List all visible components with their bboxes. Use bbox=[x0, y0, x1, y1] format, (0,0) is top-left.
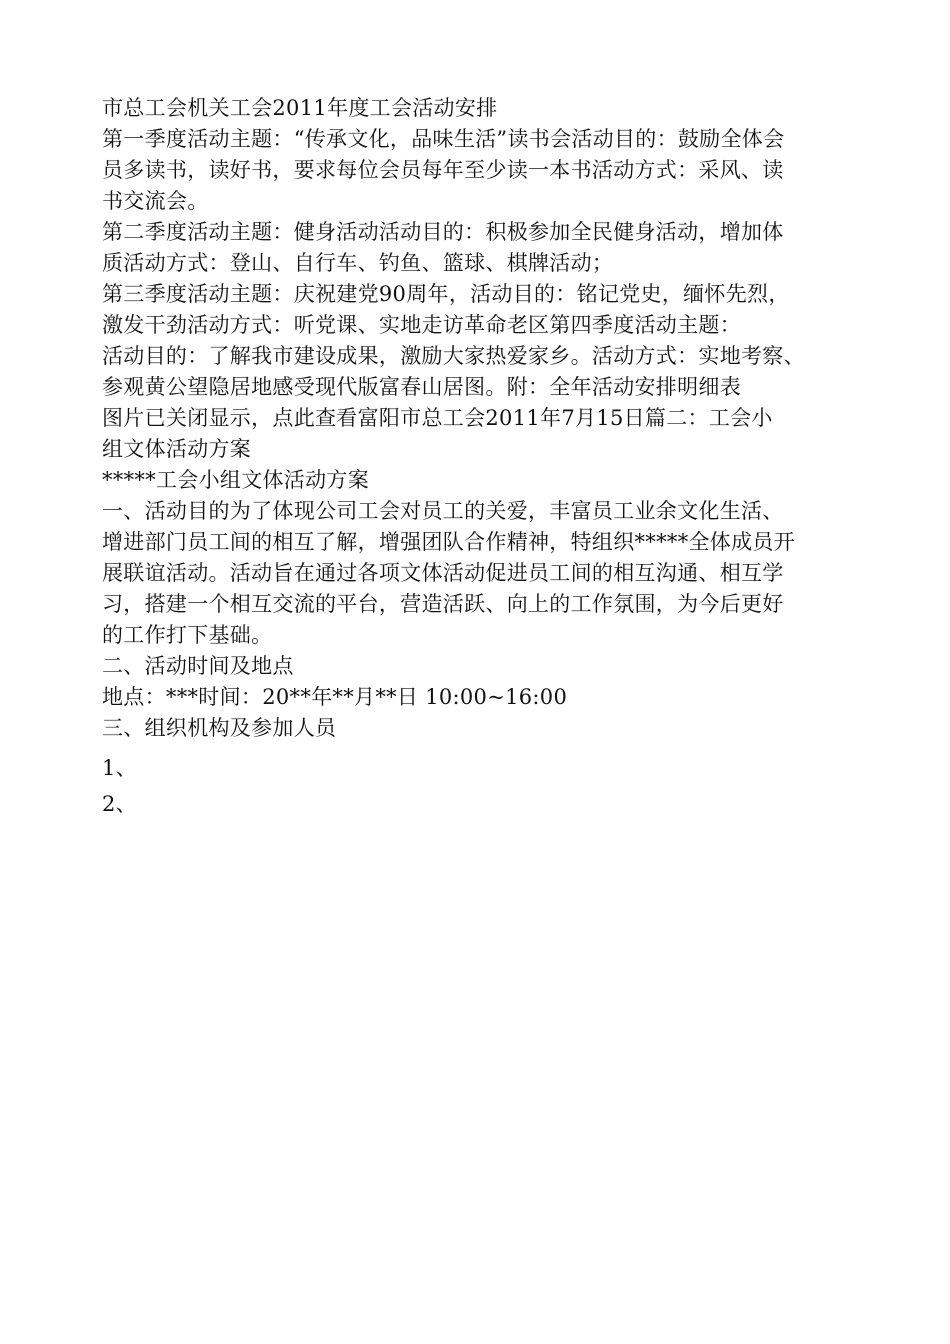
paragraph-line: 增进部门员工间的相互了解，增强团队合作精神，特组织*****全体成员开 bbox=[102, 530, 795, 554]
paragraph-line: 一、活动目的为了体现公司工会对员工的关爱，丰富员工业余文化生活、 bbox=[102, 499, 784, 523]
paragraph-line: 第三季度活动主题：庆祝建党90周年，活动目的：铭记党史，缅怀先烈， bbox=[102, 282, 790, 306]
document-body bbox=[102, 93, 862, 822]
section-heading: 二、活动时间及地点 bbox=[102, 654, 294, 678]
paragraph-line: 书交流会。 bbox=[102, 189, 209, 213]
paragraph-line: 质活动方式：登山、自行车、钓鱼、篮球、棋牌活动； bbox=[102, 251, 614, 275]
paragraph-line: 展联谊活动。活动旨在通过各项文体活动促进员工间的相互沟通、相互学 bbox=[102, 561, 784, 585]
list-item: 1、 bbox=[102, 756, 137, 780]
paragraph-line: 第一季度活动主题：“传承文化，品味生活”读书会活动目的：鼓励全体会 bbox=[102, 127, 785, 151]
paragraph-line: 活动目的：了解我市建设成果，激励大家热爱家乡。活动方式：实地考察、 bbox=[102, 344, 805, 368]
document-title: 市总工会机关工会2011年度工会活动安排 bbox=[102, 96, 498, 120]
paragraph-line: 激发干劲活动方式：听党课、实地走访革命老区第四季度活动主题： bbox=[102, 313, 741, 337]
paragraph-line: 习，搭建一个相互交流的平台，营造活跃、向上的工作氛围，为今后更好 bbox=[102, 592, 784, 616]
paragraph-line: 组文体活动方案 bbox=[102, 437, 252, 461]
paragraph-line: 的工作打下基础。 bbox=[102, 623, 273, 647]
paragraph-line: 图片已关闭显示，点此查看富阳市总工会2011年7月15日篇二：工会小 bbox=[102, 406, 773, 430]
section-heading: *****工会小组文体活动方案 bbox=[102, 468, 369, 492]
list-item: 2、 bbox=[102, 792, 137, 816]
paragraph-line: 地点：***时间：20**年**月**日 10:00~16:00 bbox=[102, 685, 568, 709]
paragraph-line: 员多读书，读好书，要求每位会员每年至少读一本书活动方式：采风、读 bbox=[102, 158, 784, 182]
section-heading: 三、组织机构及参加人员 bbox=[102, 716, 337, 740]
paragraph-line: 参观黄公望隐居地感受现代版富春山居图。附：全年活动安排明细表 bbox=[102, 375, 741, 399]
paragraph-line: 第二季度活动主题：健身活动活动目的：积极参加全民健身活动，增加体 bbox=[102, 220, 784, 244]
